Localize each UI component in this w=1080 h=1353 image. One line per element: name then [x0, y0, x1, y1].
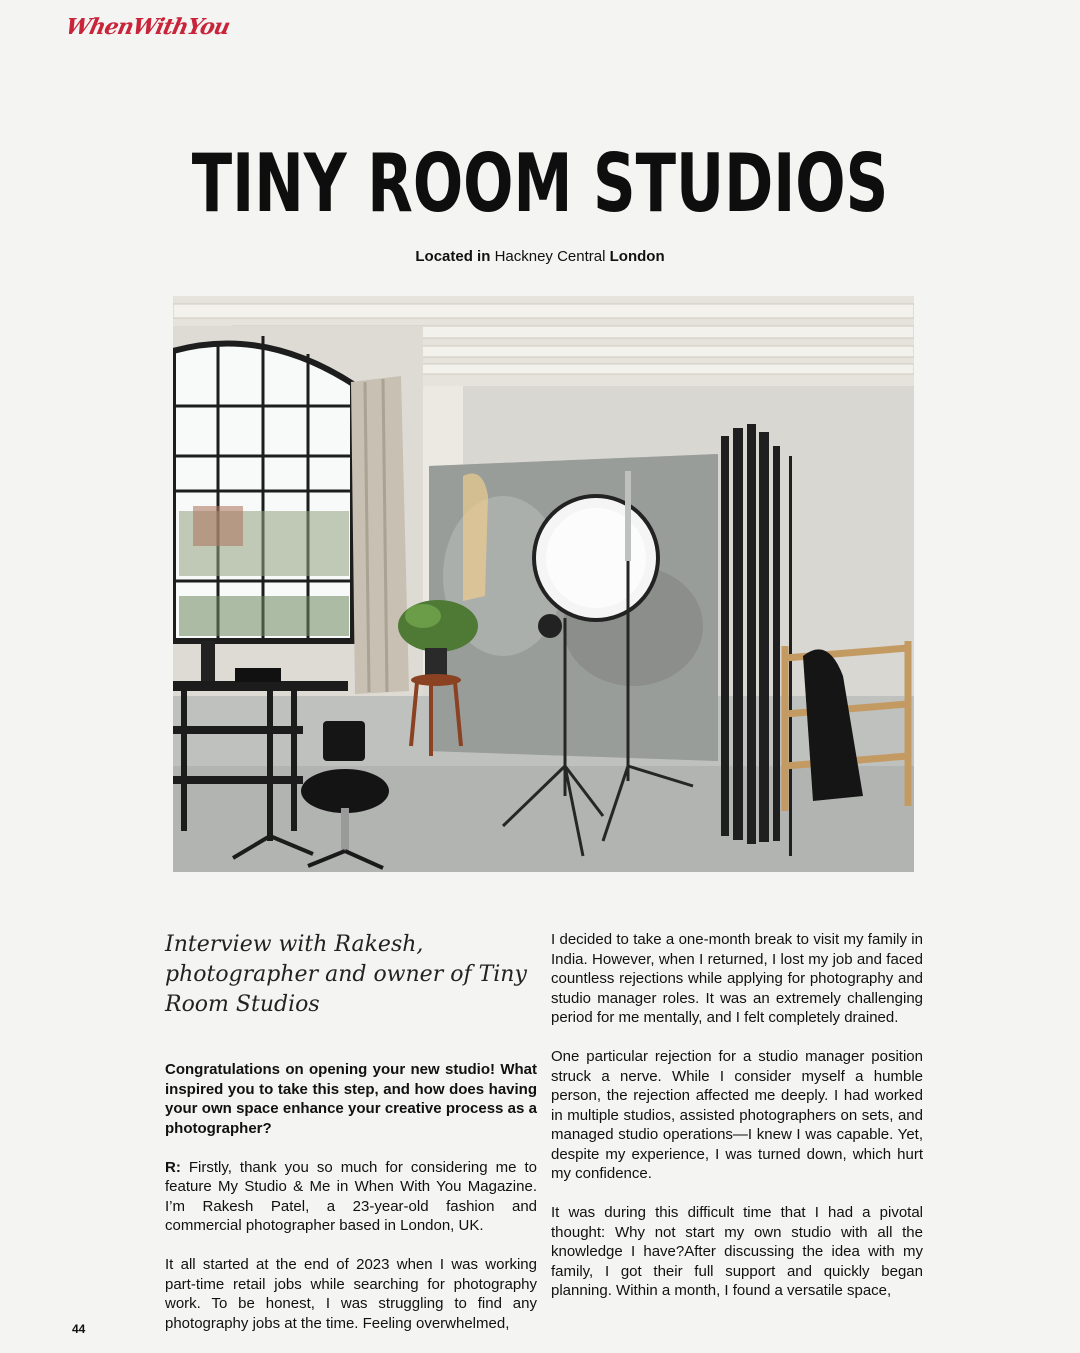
page-number: 44	[72, 1322, 86, 1336]
interview-question: Congratulations on opening your new studio! What inspired you to take this step, and how does having your own space enhance your creative process as a photographer?	[165, 1061, 537, 1137]
body-paragraph-3: I decided to take a one-month break to visit my family in India. However, when I returned, I lost my job and faced countless rejections while applying for photography and studio manager roles. It was an extremely challenging period for me mentally, and I felt completely drained.	[551, 931, 923, 1026]
studio-photo	[173, 296, 914, 872]
brand-logo: WhenWithYou	[63, 14, 232, 40]
article-column-left	[165, 930, 537, 1353]
body-paragraph-5: It was during this difficult time that I had a pivotal thought: Why not start my own studio with all the knowledge I have?After discussing the idea with my family, I got their full support and quickly began planning. Within a month, I found a versatile space,	[551, 1204, 923, 1299]
answer-intro: Firstly, thank you so much for considering me to feature My Studio & Me in When With You Magazine. I’m Rakesh Patel, a 23-year-old fashion and commercial photographer based in London, UK.	[165, 1158, 538, 1234]
body-paragraph-4: One particular rejection for a studio manager position struck a nerve. While I consider myself a humble person, the rejection affected me deeply. I had worked in multiple studios, assisted photographers on sets, and managed studio operations—I knew I was capable. Yet, despite my experience, I was turned down, which hurt my confidence.	[551, 1048, 923, 1182]
interview-heading: Interview with Rakesh, photographer and owner of Tiny Room Studios	[165, 932, 527, 1017]
location-area: Hackney Central	[494, 248, 606, 265]
article-location	[0, 248, 1080, 265]
body-paragraph-2: It all started at the end of 2023 when I was working part-time retail jobs while searching for photography work. To be honest, I was struggling to find any photography jobs at the time. Feeling overwhelmed,	[165, 1256, 537, 1332]
article-title: TINY ROOM STUDIOS	[191, 137, 889, 230]
location-city: London	[609, 248, 665, 265]
answer-paragraph	[165, 1158, 537, 1236]
location-prefix: Located in	[415, 248, 491, 265]
article-column-right	[551, 930, 923, 1320]
answer-prefix: R:	[165, 1158, 181, 1176]
